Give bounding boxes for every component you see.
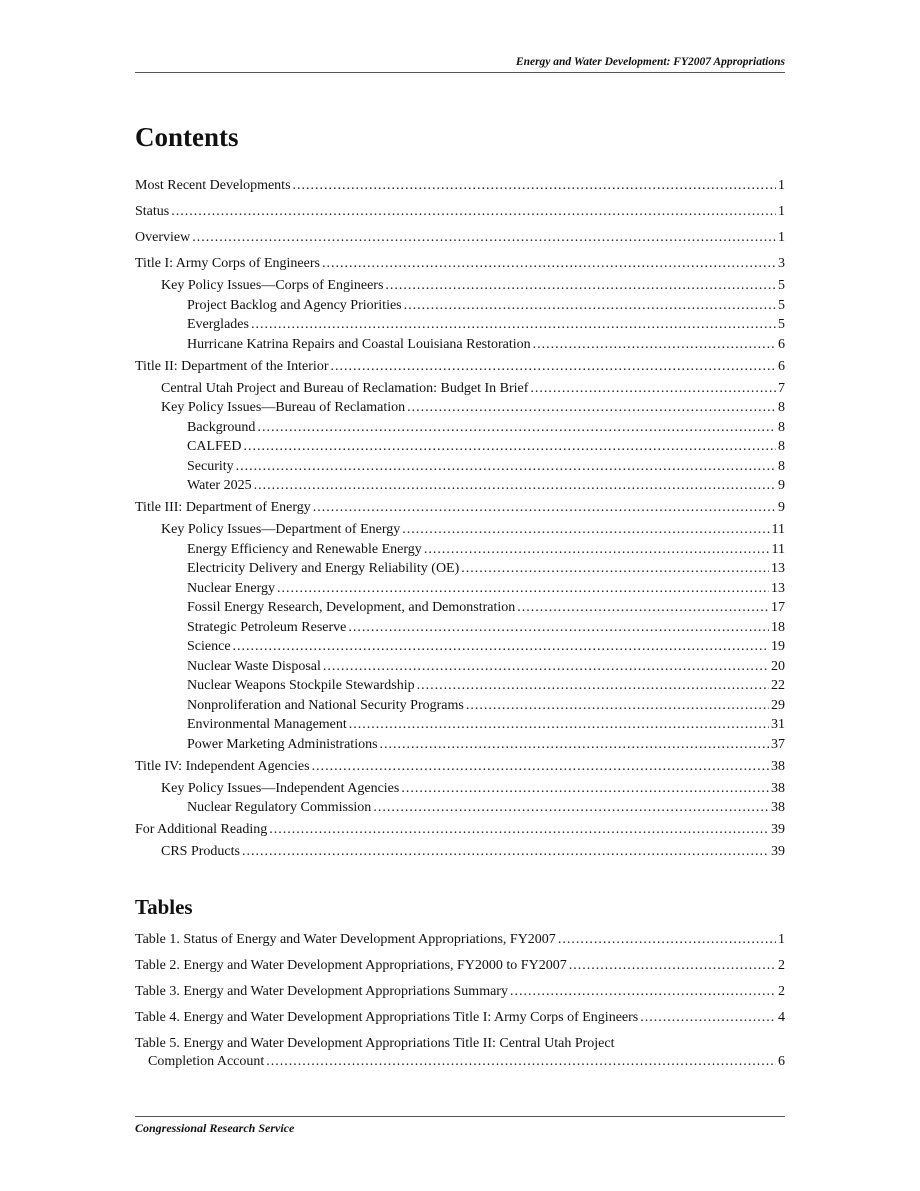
toc-entry-label: Status <box>135 204 170 219</box>
toc-entry-label: Water 2025 <box>187 478 252 493</box>
toc-entry-label: Electricity Delivery and Energy Reliability (OE) <box>187 561 460 576</box>
dot-leader <box>424 541 770 559</box>
toc-entry-label: Energy Efficiency and Renewable Energy <box>187 541 422 557</box>
dot-leader <box>402 521 769 539</box>
toc-entry-label: Key Policy Issues—Independent Agencies <box>161 780 400 796</box>
toc-entry-label: Background <box>187 419 256 435</box>
dot-leader <box>407 399 776 417</box>
toc-entry-page: 6 <box>778 358 785 374</box>
dot-leader <box>171 203 776 221</box>
table-entry-page: 6 <box>778 1054 785 1069</box>
toc-entry[interactable] <box>135 499 785 521</box>
toc-entry-page: 7 <box>778 380 785 396</box>
dot-leader <box>269 821 769 839</box>
footer-text: Congressional Research Service <box>135 1121 295 1135</box>
toc-entry-label: Most Recent Developments <box>135 178 291 193</box>
toc-entry-label: Key Policy Issues—Department of Energy <box>161 522 401 537</box>
dot-leader <box>293 177 776 195</box>
toc-entry[interactable] <box>135 799 785 821</box>
toc-entry[interactable] <box>135 399 785 419</box>
toc-entry[interactable] <box>135 619 785 639</box>
toc-entry-label: Fossil Energy Research, Development, and Demonstration <box>187 600 516 615</box>
table-entry-label-continued: Completion Account <box>148 1054 265 1069</box>
toc-entry-label: For Additional Reading <box>135 822 268 837</box>
dot-leader <box>401 780 769 798</box>
toc-entry[interactable] <box>135 821 785 843</box>
toc-entry[interactable] <box>135 255 785 277</box>
toc-entry-label: Hurricane Katrina Repairs and Coastal Louisiana Restoration <box>187 336 531 352</box>
toc-entry-label: Nuclear Regulatory Commission <box>187 800 372 815</box>
toc-entry-page: 31 <box>771 717 785 732</box>
dot-leader <box>277 580 769 598</box>
toc-entry-page: 8 <box>778 439 785 454</box>
toc-entry-page: 9 <box>778 478 785 493</box>
toc-entry-page: 1 <box>778 230 785 245</box>
toc-entry-label: Title I: Army Corps of Engineers <box>135 256 320 271</box>
toc-entry-label: CALFED <box>187 439 242 454</box>
toc-entry[interactable] <box>135 177 785 203</box>
toc-entry[interactable] <box>135 277 785 297</box>
toc-entry-page: 8 <box>778 419 785 435</box>
dot-leader <box>404 297 776 315</box>
toc-entry-page: 17 <box>771 600 785 615</box>
toc-entry[interactable] <box>135 758 785 780</box>
toc-entry-page: 11 <box>771 541 785 557</box>
dot-leader <box>323 658 769 676</box>
toc-entry[interactable] <box>135 580 785 600</box>
toc-entry[interactable] <box>135 203 785 229</box>
toc-entry-label: Nuclear Waste Disposal <box>187 658 321 674</box>
dot-leader <box>461 560 769 578</box>
toc-entry-page: 13 <box>771 561 785 576</box>
toc-entry[interactable] <box>135 638 785 658</box>
toc-entry[interactable] <box>135 677 785 697</box>
dot-leader <box>385 277 776 295</box>
toc-entry-label: Key Policy Issues—Bureau of Reclamation <box>161 400 406 415</box>
dot-leader <box>569 957 776 975</box>
toc-entry[interactable] <box>135 697 785 717</box>
running-header: Energy and Water Development: FY2007 Appropriations <box>515 56 785 68</box>
dot-leader <box>466 697 769 715</box>
dot-leader <box>530 380 776 398</box>
dot-leader <box>233 638 769 656</box>
toc-entry-page: 19 <box>771 639 785 654</box>
toc-entry-label: Title III: Department of Energy <box>135 500 311 515</box>
dot-leader <box>313 499 776 517</box>
toc-entry-label: Nuclear Energy <box>187 580 275 596</box>
toc-entry-page: 39 <box>771 844 785 859</box>
toc-entry-label: Title II: Department of the Interior <box>135 358 329 374</box>
table-list-entry[interactable] <box>135 1009 785 1035</box>
toc-entry[interactable] <box>135 477 785 499</box>
toc-entry-page: 8 <box>778 400 785 415</box>
dot-leader <box>533 336 776 354</box>
table-entry-label: Table 5. Energy and Water Development Appropriations Title II: Central Utah Project <box>135 1036 615 1051</box>
dot-leader <box>510 983 776 1001</box>
toc-entry-page: 5 <box>778 317 785 332</box>
dot-leader <box>348 619 769 637</box>
toc-entry-page: 38 <box>771 780 785 796</box>
table-list-entry[interactable] <box>135 957 785 983</box>
table-entry-page: 4 <box>778 1010 785 1025</box>
toc-entry-label: Environmental Management <box>187 717 347 732</box>
header-rule <box>135 72 785 73</box>
toc-entry-page: 37 <box>771 736 785 752</box>
table-entry-page: 2 <box>778 984 785 999</box>
toc-entry-label: Everglades <box>187 317 249 332</box>
dot-leader <box>242 843 769 861</box>
dot-leader <box>322 255 776 273</box>
toc-entry-page: 38 <box>771 758 785 774</box>
toc-entry[interactable] <box>135 229 785 255</box>
toc-entry-label: Nuclear Weapons Stockpile Stewardship <box>187 678 415 693</box>
dot-leader <box>251 316 776 334</box>
toc-entry-label: Strategic Petroleum Reserve <box>187 619 347 635</box>
table-list-entry[interactable] <box>135 931 785 957</box>
toc-entry-page: 39 <box>771 822 785 837</box>
toc-entry[interactable] <box>135 599 785 619</box>
toc-entry[interactable] <box>135 843 785 863</box>
toc-entry-page: 38 <box>771 800 785 815</box>
toc-entry-label: Project Backlog and Agency Priorities <box>187 297 402 313</box>
dot-leader <box>380 736 769 754</box>
toc-entry[interactable] <box>135 458 785 478</box>
dot-leader <box>266 1053 776 1071</box>
page-title: Contents <box>135 122 239 152</box>
toc-entry-label: Security <box>187 458 234 474</box>
dot-leader <box>517 599 769 617</box>
toc-entry-label: Nonproliferation and National Security Programs <box>187 697 464 713</box>
table-entry-label: Table 3. Energy and Water Development Appropriations Summary <box>135 984 508 999</box>
table-entry-label: Table 2. Energy and Water Development Appropriations, FY2000 to FY2007 <box>135 958 567 973</box>
toc-entry-page: 18 <box>771 619 785 635</box>
dot-leader <box>236 458 776 476</box>
toc-entry-page: 8 <box>778 458 785 474</box>
toc-entry-label: Overview <box>135 230 191 245</box>
dot-leader <box>312 758 769 776</box>
toc-entry-page: 22 <box>771 678 785 693</box>
toc-entry[interactable] <box>135 780 785 800</box>
table-entry-page: 2 <box>778 958 785 973</box>
toc-entry[interactable] <box>135 419 785 439</box>
table-entry-page: 1 <box>778 932 785 947</box>
dot-leader <box>349 716 769 734</box>
toc-entry-page: 9 <box>778 500 785 515</box>
toc-entry-page: 29 <box>771 697 785 713</box>
toc-entry-page: 11 <box>771 522 785 537</box>
table-list-entry[interactable] <box>135 983 785 1009</box>
dot-leader <box>192 229 776 247</box>
toc-entry-label: Science <box>187 639 231 654</box>
toc-entry-page: 13 <box>771 580 785 596</box>
toc-entry-page: 5 <box>778 278 785 293</box>
toc-entry[interactable] <box>135 658 785 678</box>
toc-entry-label: Power Marketing Administrations <box>187 736 378 752</box>
table-list-entry[interactable] <box>135 1035 785 1071</box>
toc-entry[interactable] <box>135 316 785 336</box>
toc-entry-page: 1 <box>778 178 785 193</box>
toc-entry-page: 1 <box>778 204 785 219</box>
toc-entry[interactable] <box>135 297 785 317</box>
toc-entry[interactable] <box>135 336 785 358</box>
toc-entry-page: 5 <box>778 297 785 313</box>
dot-leader <box>254 477 776 495</box>
toc-entry-label: Central Utah Project and Bureau of Reclamation: Budget In Brief <box>161 380 529 396</box>
toc-entry[interactable] <box>135 358 785 380</box>
dot-leader <box>330 358 776 376</box>
footer-rule <box>135 1116 785 1117</box>
dot-leader <box>640 1009 776 1027</box>
toc-entry-page: 3 <box>778 256 785 271</box>
tables-section-title: Tables <box>135 895 193 919</box>
toc-entry-label: Key Policy Issues—Corps of Engineers <box>161 278 384 293</box>
toc-entry-label: CRS Products <box>161 844 240 859</box>
table-entry-label: Table 4. Energy and Water Development Appropriations Title I: Army Corps of Engineers <box>135 1010 639 1025</box>
toc-entry[interactable] <box>135 541 785 561</box>
toc-entry[interactable] <box>135 521 785 541</box>
toc-entry[interactable] <box>135 380 785 400</box>
toc-entry[interactable] <box>135 736 785 758</box>
toc-entry-label: Title IV: Independent Agencies <box>135 758 310 774</box>
dot-leader <box>373 799 769 817</box>
toc-entry-page: 20 <box>771 658 785 674</box>
toc-entry-page: 6 <box>778 336 785 352</box>
list-of-tables <box>135 931 785 1071</box>
dot-leader <box>243 438 776 456</box>
toc-entry[interactable] <box>135 716 785 736</box>
dot-leader <box>417 677 769 695</box>
toc-entry[interactable] <box>135 560 785 580</box>
table-entry-label: Table 1. Status of Energy and Water Development Appropriations, FY2007 <box>135 932 556 947</box>
toc-entry[interactable] <box>135 438 785 458</box>
dot-leader <box>257 419 776 437</box>
dot-leader <box>558 931 776 949</box>
table-of-contents <box>135 177 785 863</box>
